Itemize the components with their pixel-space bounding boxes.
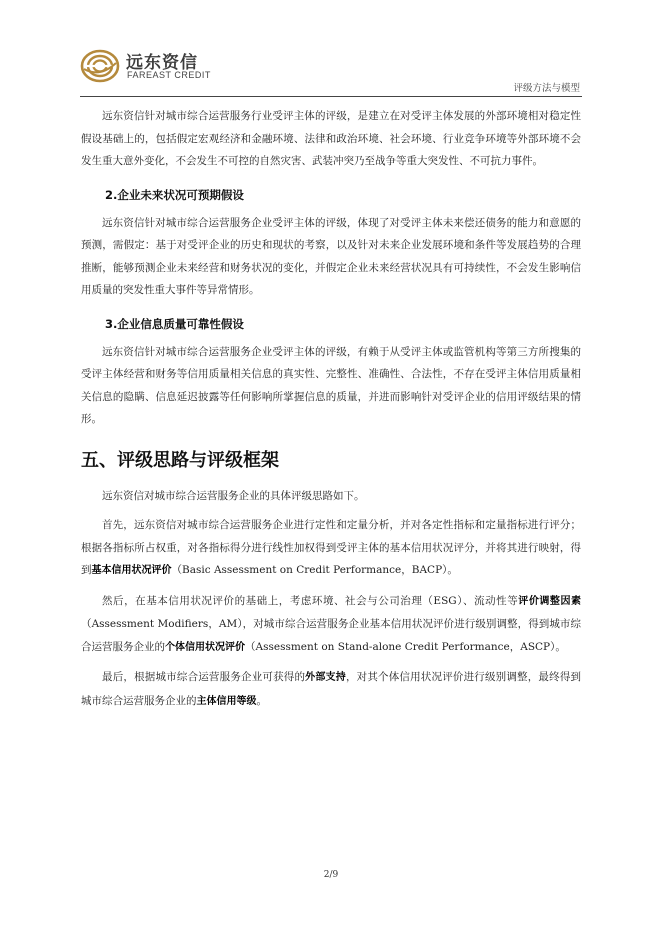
text-run: 最后，根据城市综合运营服务企业可获得的 [102,671,306,683]
text-run: （Assessment Modifiers，AM），对城市综合运营服务企业基本信用状况评价进行级别调整，得到城市综合运营服务企业的 [81,618,581,653]
subheading-info-quality: 3.企业信息质量可靠性假设 [105,316,244,331]
paragraph-final-step [81,666,581,713]
paragraph-future-status: 远东资信针对城市综合运营服务企业受评主体的评级，体现了对受评主体未来偿还债务的能力和意愿的预测，需假定：基于对受评企业的历史和现状的考察，以及针对未来企业发展环境和条件等发展趋势的合理推断，能够预测企业未来经营和财务状况的变化，并假定企业未来经营状况具有可持续性，不会发生影响信用质量的突发性重大事件等异常情形。 [81,216,581,296]
paragraph-info-quality: 远东资信针对城市综合运营服务企业受评主体的评级，有赖于从受评主体或监管机构等第三方所搜集的受评主体经营和财务等信用质量相关信息的真实性、完整性、准确性、合法性，不存在受评主体信用质量相关信息的隐瞒、信息延迟披露等任何影响所掌握信息的质量，并进而影响针对受评企业的信用评级结果的情形。 [81,345,581,425]
term-assessment-modifiers: 评价调整因素 [518,595,582,607]
document-body [81,105,581,713]
text-run: ，对其个体信用状况评价进行级别调整，最终得到城市综合运营服务企业的 [81,671,582,707]
paragraph-second-step [81,590,581,660]
header-section-title: 评级方法与模型 [513,83,580,94]
term-bacp: 基本信用状况评价 [91,565,172,576]
text-run: 然后，在基本信用状况评价的基础上，考虑环境、社会与公司治理（ESG）、流动性等 [102,594,519,607]
paragraph-environment-assumption: 远东资信针对城市综合运营服务行业受评主体的评级，是建立在对受评主体发展的外部环境相对稳定性假设基础上的，包括假定宏观经济和金融环境、法律和政治环境、社会环境、行业竞争环境等外部环境不会发生重大意外变化，不会发生不可控的自然灾害、武装冲突乃至战争等重大突发性、不可抗力事件。 [81,110,581,167]
paragraph-rating-approach-intro: 远东资信对城市综合运营服务企业的具体评级思路如下。 [102,489,365,502]
text-run: 首先，远东资信对城市综合运营服务企业进行定性和定量分析，并对各定性指标和定量指标进行评分；根据各指标所占权重，对各指标得分进行线性加权得到受评主体的基本信用状况评分，并将其进行映射，得到 [81,519,581,576]
company-logo [80,44,220,90]
term-ascp: 个体信用状况评价 [165,641,245,653]
logo-english-name: FAREAST CREDIT [127,70,211,80]
text-run: （Basic Assessment on Credit Performance，BACP）。 [171,564,458,576]
page-header [80,44,582,96]
term-external-support: 外部支持 [305,672,346,683]
term-issuer-rating: 主体信用等级 [196,695,257,707]
header-divider [80,96,582,97]
text-run: 。 [256,694,267,707]
page-number: 2/9 [323,870,339,880]
subheading-future-status: 2.企业未来状况可预期假设 [105,187,244,202]
text-run: （Assessment on Stand-alone Credit Performance，ASCP）。 [245,640,566,653]
section-heading-rating-framework: 五、评级思路与评级框架 [81,449,279,471]
fareast-logo-icon [80,48,120,84]
paragraph-first-step [81,514,581,583]
logo-chinese-name: 远东资信 [126,53,198,73]
